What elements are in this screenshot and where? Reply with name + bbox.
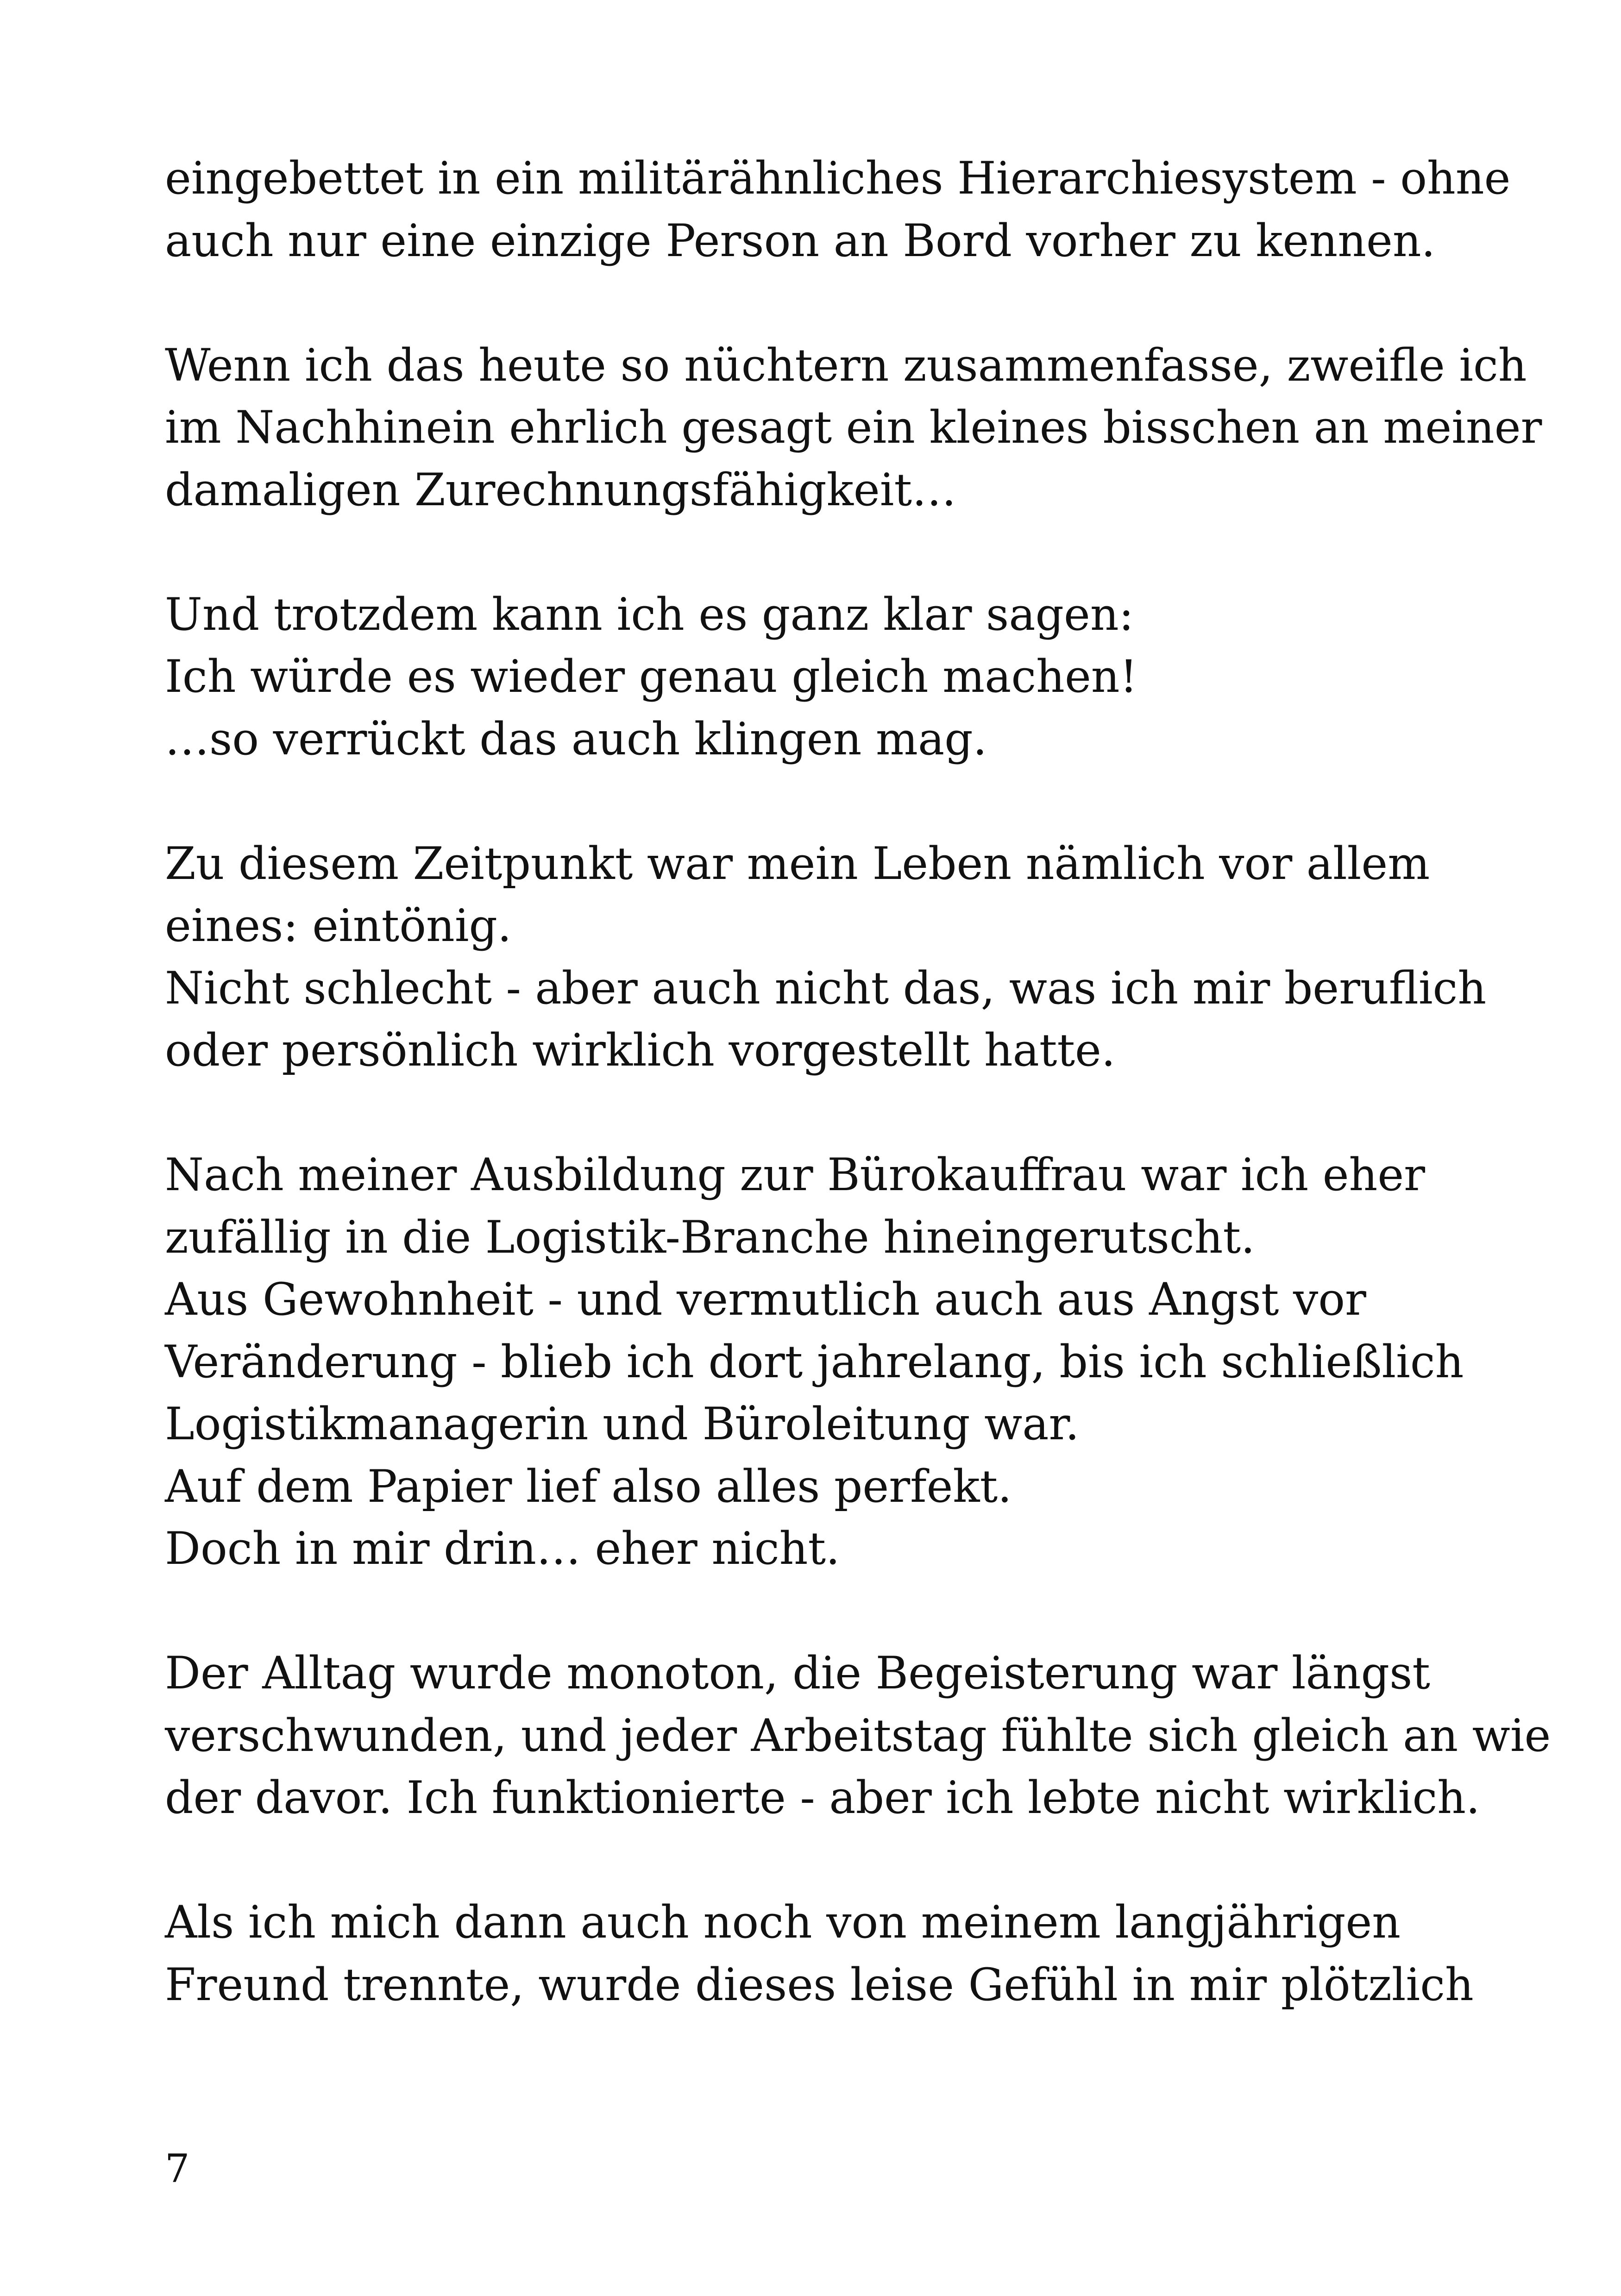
- text-line: eingebettet in ein militärähnliches Hierarchiesystem - ohne: [165, 152, 1511, 204]
- text-line: zufällig in die Logistik-Branche hineingerutscht.: [165, 1211, 1255, 1263]
- text-line: im Nachhinein ehrlich gesagt ein kleines bisschen an meiner: [165, 401, 1542, 453]
- paragraph-6: [165, 1642, 1551, 1829]
- text-line: Zu diesem Zeitpunkt war mein Leben nämlich vor allem: [165, 837, 1430, 890]
- text-line: damaligen Zurechnungsfähigkeit…: [165, 464, 957, 516]
- text-line: Auf dem Papier lief also alles perfekt.: [165, 1460, 1012, 1512]
- text-line: Und trotzdem kann ich es ganz klar sagen:: [165, 588, 1134, 640]
- text-line: Ich würde es wieder genau gleich machen!: [165, 651, 1138, 703]
- text-line: Doch in mir drin… eher nicht.: [165, 1523, 840, 1575]
- text-line: verschwunden, und jeder Arbeitstag fühlte sich gleich an wie: [165, 1709, 1551, 1762]
- text-line: eines: eintönig.: [165, 900, 512, 952]
- paragraph-7: [165, 1891, 1508, 2016]
- paragraph-3: [165, 583, 1508, 771]
- text-line: Freund trennte, wurde dieses leise Gefühl in mir plötzlich: [165, 1958, 1474, 2011]
- text-line: Aus Gewohnheit - und vermutlich auch aus Angst vor: [165, 1273, 1366, 1325]
- text-line: Der Alltag wurde monoton, die Begeisterung war längst: [165, 1647, 1430, 1699]
- text-line: der davor. Ich funktionierte - aber ich lebte nicht wirklich.: [165, 1772, 1480, 1824]
- paragraph-1: [165, 147, 1511, 272]
- paragraph-4: [165, 833, 1508, 1082]
- text-line: Nach meiner Ausbildung zur Bürokauffrau war ich eher: [165, 1149, 1426, 1201]
- text-line: Nicht schlecht - aber auch nicht das, was ich mir beruflich: [165, 962, 1487, 1014]
- body-text: [165, 147, 1551, 2078]
- text-line: Wenn ich das heute so nüchtern zusammenfasse, zweifle ich: [165, 339, 1527, 391]
- paragraph-5: [165, 1144, 1508, 1580]
- paragraph-2: [165, 334, 1542, 521]
- text-line: oder persönlich wirklich vorgestellt hatte.: [165, 1024, 1116, 1076]
- text-line: Logistikmanagerin und Büroleitung war.: [165, 1398, 1080, 1450]
- text-line: auch nur eine einzige Person an Bord vorher zu kennen.: [165, 214, 1436, 267]
- text-line: …so verrückt das auch klingen mag.: [165, 713, 987, 765]
- text-line: Veränderung - blieb ich dort jahrelang, bis ich schließlich: [165, 1336, 1464, 1388]
- text-line: Als ich mich dann auch noch von meinem langjährigen: [165, 1896, 1401, 1948]
- page-number: 7: [165, 2146, 190, 2191]
